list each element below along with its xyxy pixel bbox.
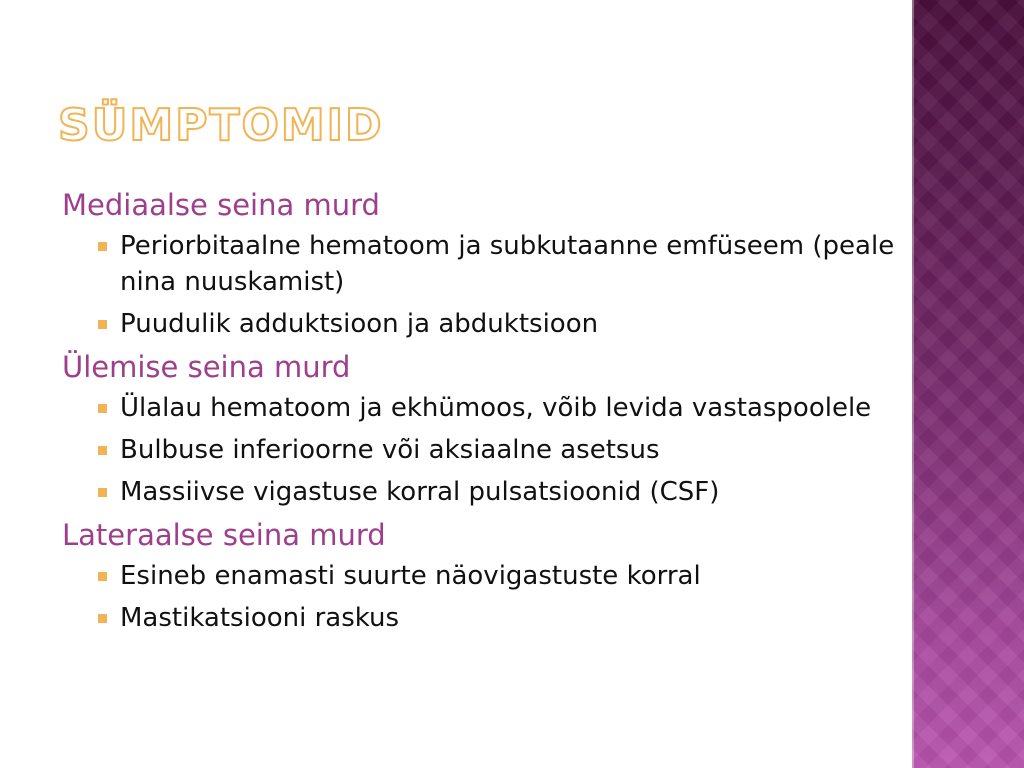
square-bullet-icon: [98, 446, 107, 455]
bullet-item: [62, 432, 902, 468]
section-heading: Mediaalse seina murd: [62, 188, 380, 222]
bullet-text: Puudulik adduktsioon ja abduktsioon: [120, 309, 599, 339]
bullet-item: [62, 306, 902, 342]
bullet-item: [62, 228, 902, 300]
square-bullet-icon: [98, 572, 107, 581]
section-mediaalse: [62, 186, 902, 342]
bullet-list: [62, 390, 902, 510]
bullet-item: [62, 474, 902, 510]
bullet-text: Esineb enamasti suurte näovigastuste korral: [120, 561, 701, 591]
bullet-list: [62, 228, 902, 342]
section-ulemise: [62, 348, 902, 510]
slide-content: [62, 186, 902, 642]
decorative-side-band: [912, 0, 1024, 768]
bullet-list: [62, 558, 902, 636]
section-heading: Ülemise seina murd: [62, 350, 351, 384]
bullet-item: [62, 600, 902, 636]
bullet-text: Massiivse vigastuse korral pulsatsioonid (CSF): [120, 477, 720, 507]
bullet-text: Ülalau hematoom ja ekhümoos, võib levida vastaspoolele: [120, 393, 872, 423]
bullet-text: Periorbitaalne hematoom ja subkutaanne emfüseem (peale nina nuuskamist): [120, 231, 895, 297]
slide-title: SÜMPTOMID: [58, 100, 384, 151]
bullet-text: Bulbuse inferioorne või aksiaalne asetsus: [120, 435, 660, 465]
square-bullet-icon: [98, 320, 107, 329]
section-lateraalse: [62, 516, 902, 636]
square-bullet-icon: [98, 242, 107, 251]
bullet-item: [62, 390, 902, 426]
bullet-item: [62, 558, 902, 594]
square-bullet-icon: [98, 488, 107, 497]
bullet-text: Mastikatsiooni raskus: [120, 603, 400, 633]
square-bullet-icon: [98, 614, 107, 623]
square-bullet-icon: [98, 404, 107, 413]
section-heading: Lateraalse seina murd: [62, 518, 386, 552]
